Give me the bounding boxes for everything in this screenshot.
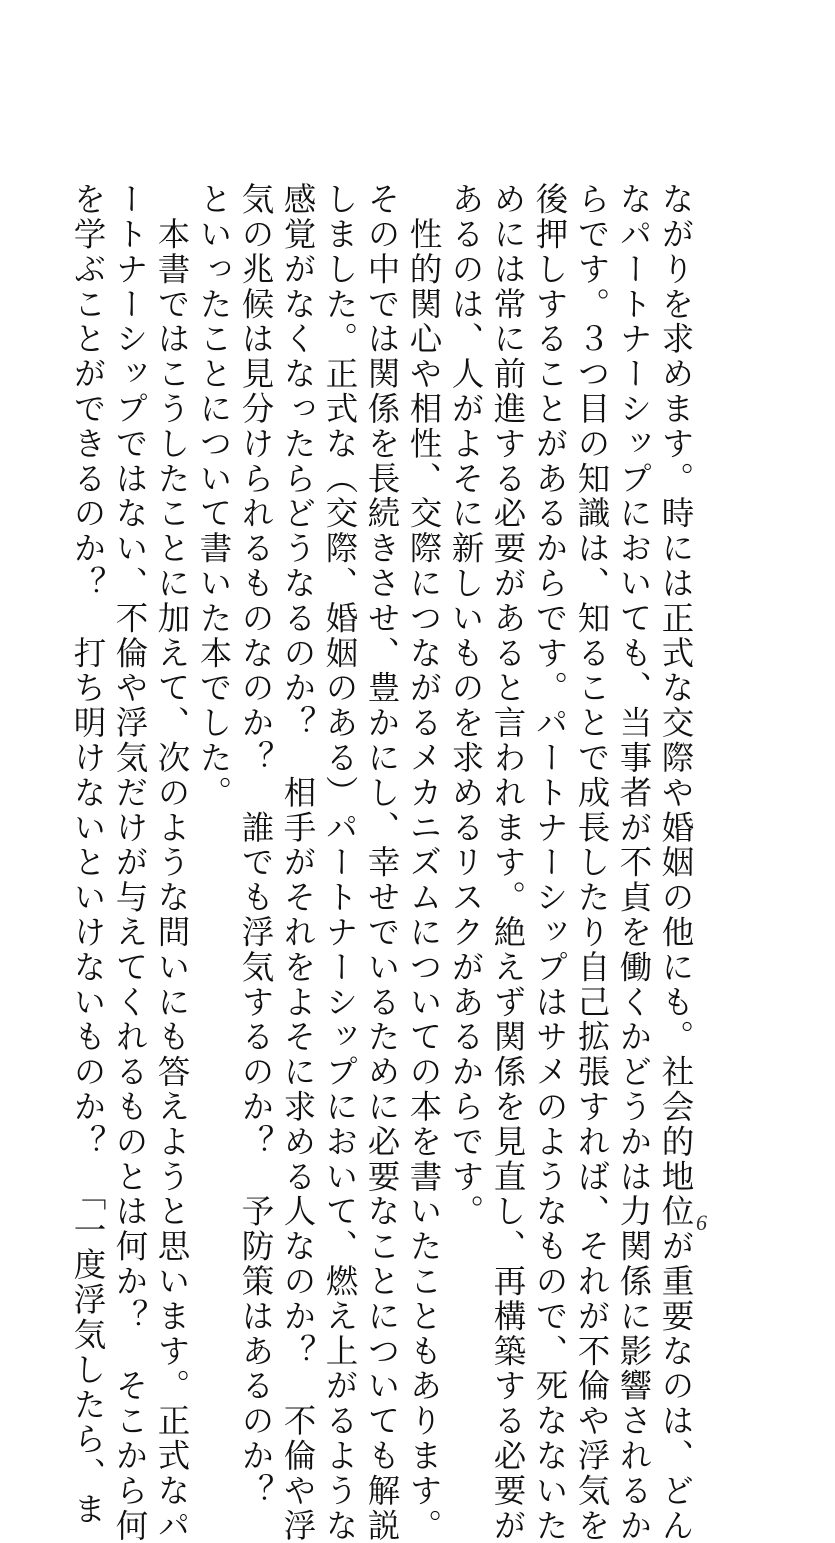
- page-number: 6: [696, 1210, 707, 1235]
- text-line: 感覚がなくなったらどうなるのか？ 相手がそれをよそに求める人なのか？ 不倫や浮: [279, 182, 317, 1543]
- text-line: ートナーシップではない、不倫や浮気だけが与えてくれるものとは何か？ そこから何: [111, 182, 149, 1543]
- text-line: なパートナーシップにおいても、当事者が不貞を働くかどうかは力関係に影響されるか: [615, 182, 653, 1543]
- text-line: らです。３つ目の知識は、知ることで成長したり自己拡張すれば、それが不倫や浮気を: [573, 182, 611, 1543]
- text-line: 性的関心や相性、交際につながるメカニズムについての本を書いたこともあります。: [405, 182, 443, 1543]
- text-line: を学ぶことができるのか？ 打ち明けないといけないものか？ 「一度浮気したら、ま: [69, 182, 107, 1527]
- text-line: その中では関係を長続きさせ、豊かにし、幸せでいるために必要なことについても解説: [363, 182, 401, 1543]
- text-line: 気の兆候は見分けられるものなのか？ 誰でも浮気するのか？ 予防策はあるのか？: [237, 182, 275, 1509]
- text-line: といったことについて書いた本でした。: [195, 182, 233, 811]
- text-line: めには常に前進する必要があると言われます。絶えず関係を見直し、再構築する必要が: [489, 182, 527, 1543]
- text-line: あるのは、人がよそに新しいものを求めるリスクがあるからです。: [447, 182, 485, 1229]
- vertical-body-text: [67, 182, 697, 1543]
- text-line: ながりを求めます。時には正式な交際や婚姻の他にも。社会的地位が重要なのは、どん: [657, 182, 695, 1543]
- text-line: しました。正式な（交際、婚姻のある）パートナーシップにおいて、燃え上がるような: [321, 182, 359, 1543]
- text-line: 本書ではこうしたことに加えて、次のような問いにも答えようと思います。正式なパ: [153, 182, 191, 1543]
- text-line: 後押しすることがあるからです。パートナーシップはサメのようなもので、死なないた: [531, 182, 569, 1543]
